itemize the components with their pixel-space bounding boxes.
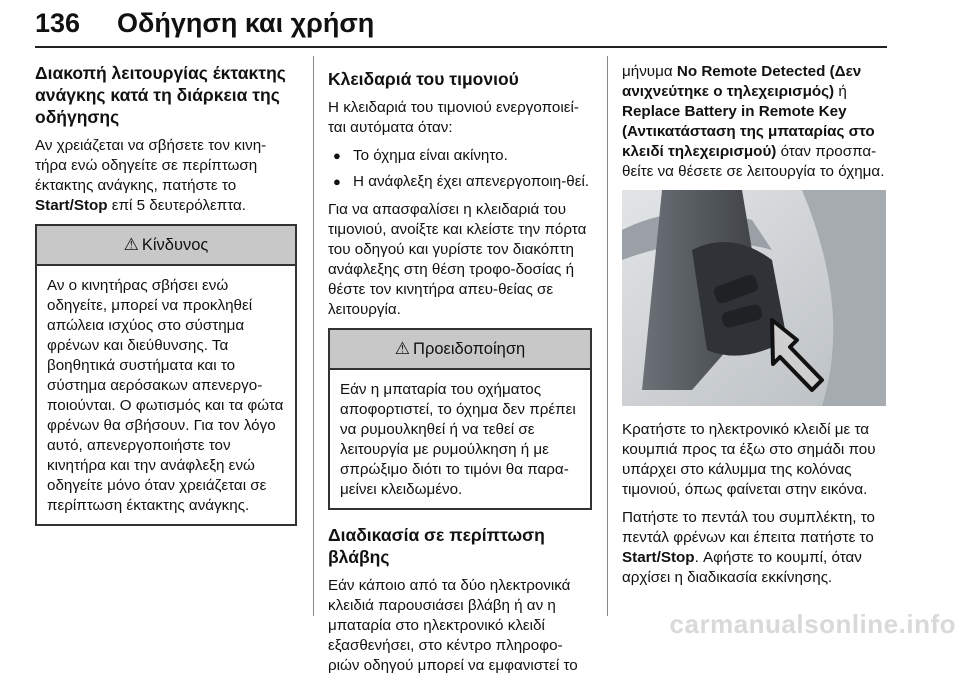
steering-column-key-photo xyxy=(622,190,886,406)
column-2 xyxy=(328,68,592,684)
start-procedure-paragraph: Πατήστε το πεντάλ του συμπλέκτη, το πεντάλ φρένων και έπειτα πατήστε το Start/Stop. Αφήστε το κουμπί, όταν αρχίσει η διαδικασία εκκίνησης. xyxy=(622,509,875,586)
steering-lock-conditions xyxy=(328,146,592,192)
warning-triangle-icon: ⚠ xyxy=(394,339,411,358)
column-1 xyxy=(35,62,297,540)
page-number: 136 xyxy=(35,8,81,38)
emergency-stop-paragraph: Αν χρειάζεται να σβήσετε τον κινη-τήρα ενώ οδηγείτε σε περίπτωση έκτακτης ανάγκης, πατήστε το Start/Stop επί 5 δευτερόλεπτα. xyxy=(35,137,267,214)
page-header xyxy=(35,6,887,48)
list-item: ● Η ανάφλεξη έχει απενεργοποιη-θεί. xyxy=(328,172,592,192)
key-position-paragraph: Κρατήστε το ηλεκτρονικό κλειδί με τα κουμπιά προς τα έξω στο σημάδι που υπάρχει στο κάλυμμα της κολόνας τιμονιού, όπως φαίνεται στην εικόνα. xyxy=(622,421,876,498)
page-title: Οδήγηση και χρήση xyxy=(117,8,375,38)
list-item: ● Το όχημα είναι ακίνητο. xyxy=(328,146,592,166)
steering-lock-release-paragraph: Για να απασφαλίσει η κλειδαριά του τιμονιού, ανοίξτε και κλείστε την πόρτα του οδηγού και γυρίστε τον διακόπτη ανάφλεξης στη θέση τροφο-δοσίας ή θέστε τον κινητήρα απευ-θείας σε λειτουργία. xyxy=(328,201,587,318)
caution-box-header xyxy=(330,330,590,370)
failure-procedure-paragraph: Εάν κάποιο από τα δύο ηλεκτρονικά κλειδιά παρουσιάσει βλάβη ή αν η μπαταρία στο ηλεκτρονικό κλειδί εξασθενήσει, στο κέντρο πληροφο-ριών οδηγού μπορεί να εμφανιστεί το xyxy=(328,577,578,674)
caution-box-title: Προειδοποίηση xyxy=(413,339,526,358)
caution-box-text: Εάν η μπαταρία του οχήματος αποφορτιστεί, το όχημα δεν πρέπει να ρυμουλκηθεί ή να τεθεί σε λειτουργία με ρυμούλκηση ή με σπρώξιμο διότι το τιμόνι θα παρα-μείνει κλειδωμένο. xyxy=(340,381,576,498)
column-divider xyxy=(607,56,608,616)
remote-message-paragraph: μήνυμα No Remote Detected (Δεν ανιχνεύτηκε ο τηλεχειρισμός) ή Replace Battery in Remote Key (Αντικατάσταση της μπαταρίας στο κλειδί τηλεχειρισμού) όταν προσπα-θείτε να θέσετε σε λειτουργία το όχημα. xyxy=(622,63,885,180)
danger-box-text: Αν ο κινητήρας σβήσει ενώ οδηγείτε, μπορεί να προκληθεί απώλεια ισχύος στο σύστημα φρένων και διεύθυνσης. Τα βοηθητικά συστήματα και το σύστημα αερόσακων απενεργο-ποιούνται. Ο φωτισμός και τα φώτα φρένων θα σβήσουν. Για τον λόγο αυτό, απενεργοποιήστε τον κινητήρα και την ανάφλεξη ενώ οδηγείτε μόνο όταν χρειάζεται σε περίπτωση έκτακτης ανάγκης. xyxy=(47,277,284,514)
section-heading-failure-procedure: Διαδικασία σε περίπτωση βλάβης xyxy=(328,525,545,567)
warning-triangle-icon: ⚠ xyxy=(123,235,139,254)
danger-box-title: Κίνδυνος xyxy=(141,235,209,254)
section-heading-emergency-stop: Διακοπή λειτουργίας έκτακτης ανάγκης κατά τη διάρκεια της οδήγησης xyxy=(35,63,286,127)
column-divider xyxy=(313,56,314,616)
column-3 xyxy=(622,62,886,596)
danger-box-header xyxy=(37,226,295,266)
watermark: carmanualsonline.info xyxy=(669,609,956,639)
steering-lock-intro: Η κλειδαριά του τιμονιού ενεργοποιεί-ται αυτόματα όταν: xyxy=(328,99,579,136)
danger-box xyxy=(35,224,297,526)
section-heading-steering-lock: Κλειδαριά του τιμονιού xyxy=(328,69,519,89)
caution-box xyxy=(328,328,592,510)
